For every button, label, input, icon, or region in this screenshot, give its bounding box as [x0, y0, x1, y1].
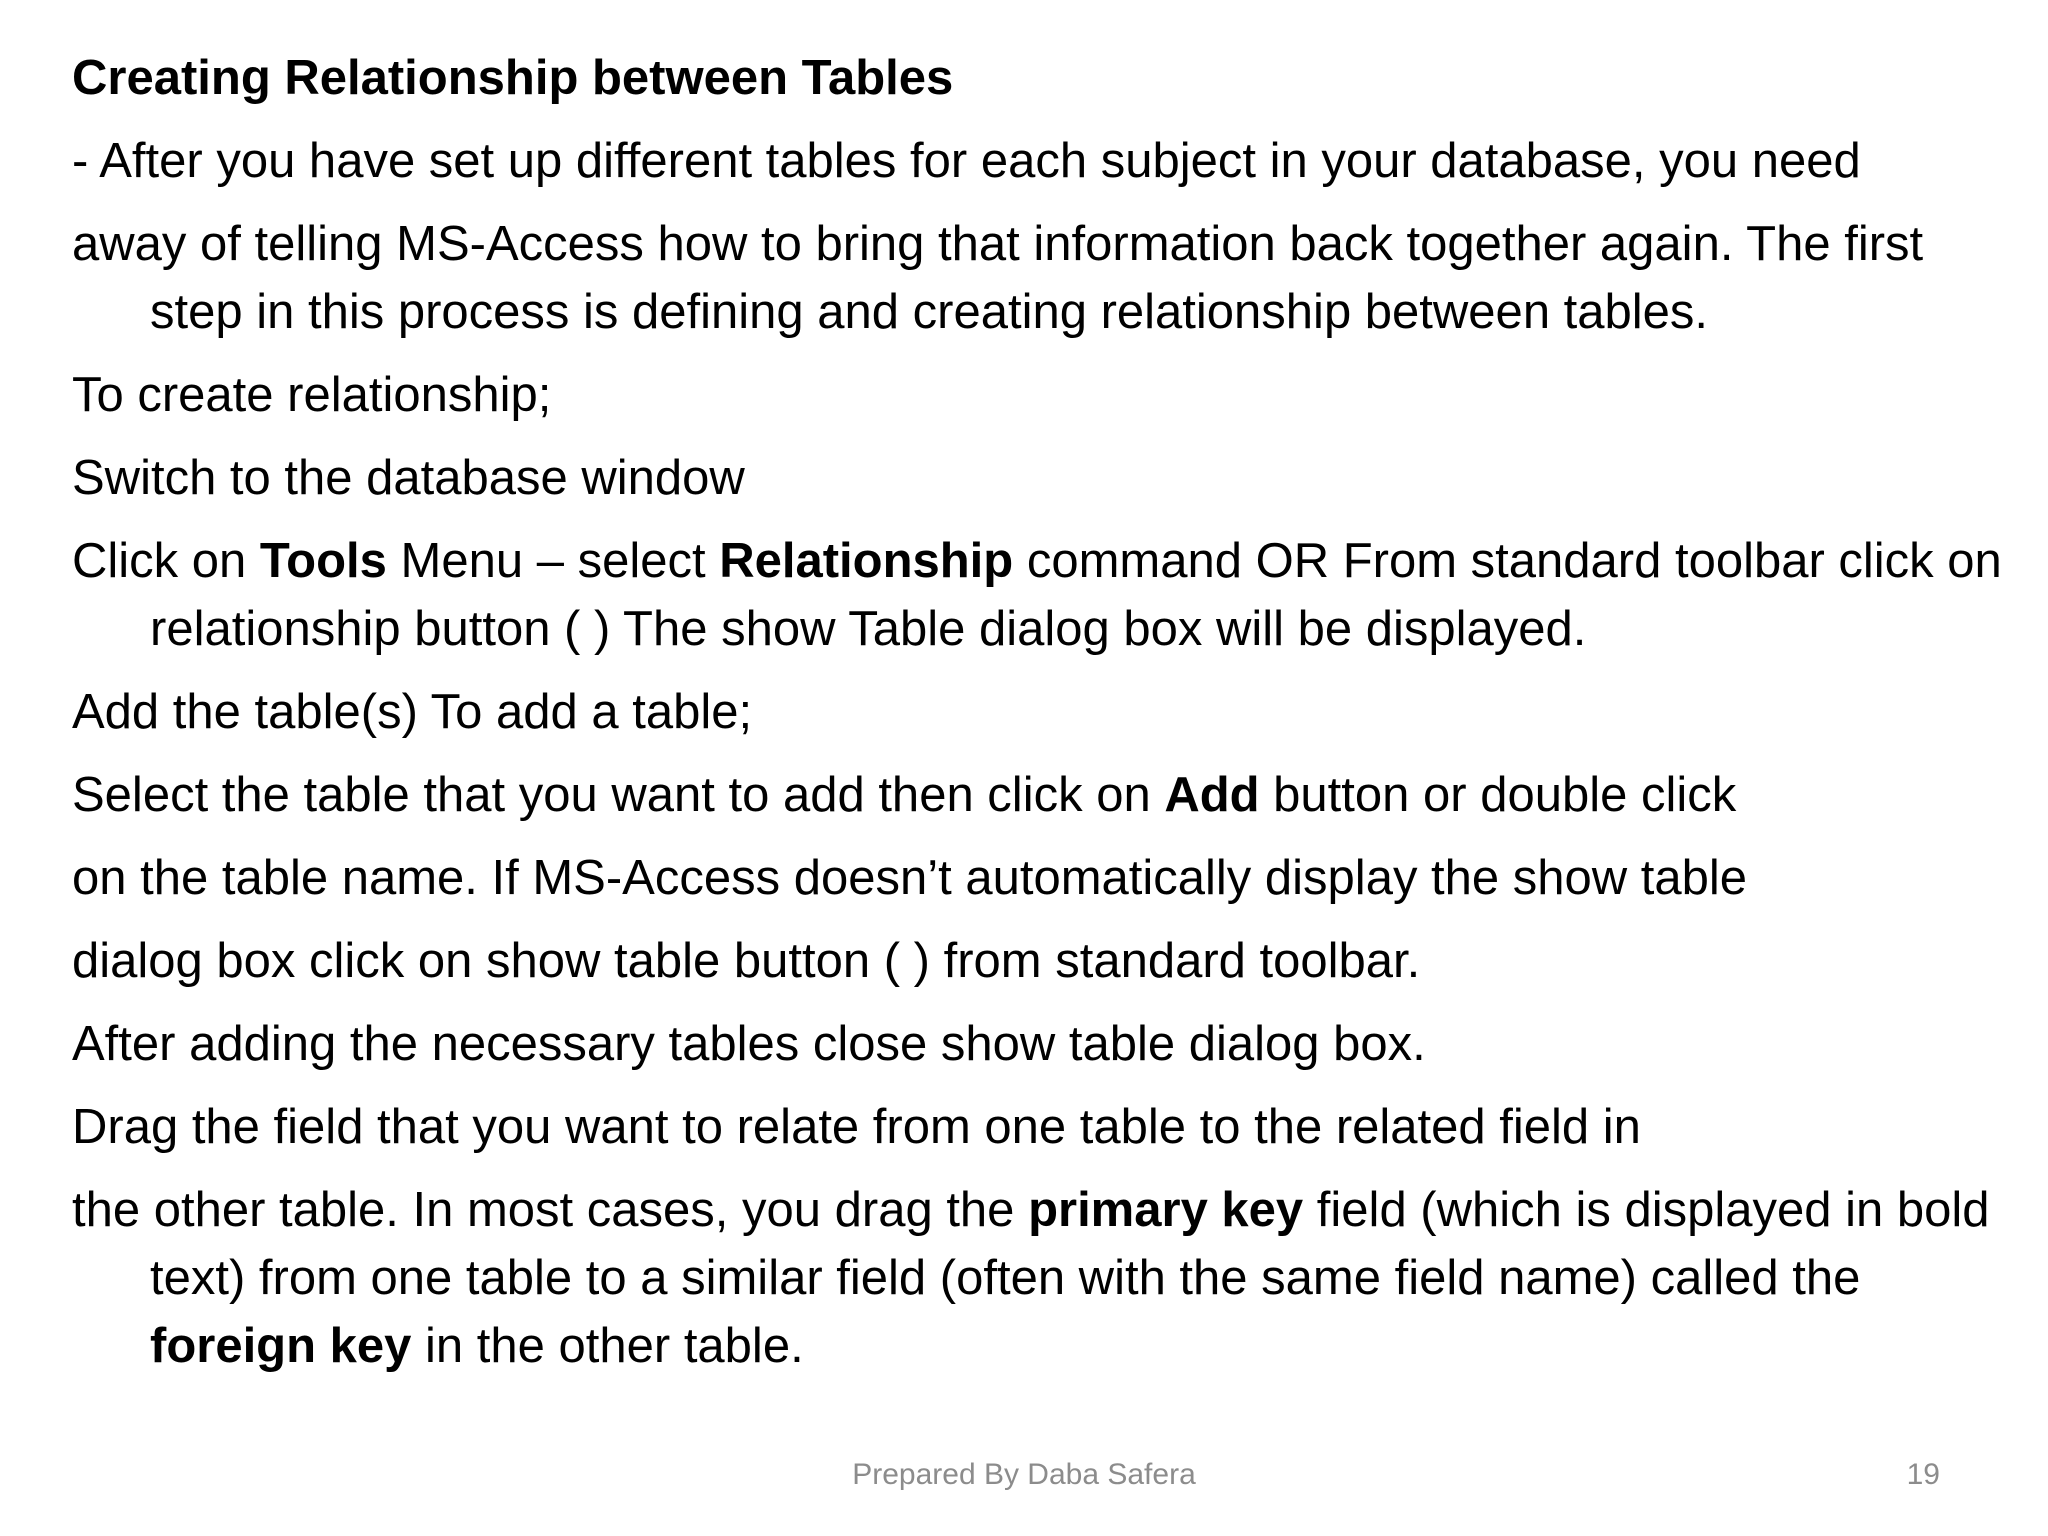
text-run: Click on [72, 534, 260, 588]
paragraph-select-table [72, 761, 2022, 829]
text-run: Select the table that you want to add then click on [72, 768, 1165, 822]
bold-relationship: Relationship [719, 534, 1014, 588]
text-run: button or double click [1259, 768, 1737, 822]
text-run: command OR From standard toolbar click on relationship button ( ) The show Table dialog box will be displayed. [150, 534, 2002, 656]
paragraph-drag-field: Drag the field that you want to relate from one table to the related field in [72, 1100, 1641, 1154]
text-run: Menu – select [386, 534, 720, 588]
text-run: in the other table. [411, 1319, 804, 1373]
text-run: the other table. In most cases, you drag the [72, 1183, 1029, 1237]
footer-page-number: 19 [1906, 1458, 1940, 1491]
footer-author: Prepared By Daba Safera [852, 1458, 1196, 1491]
slide-title: Creating Relationship between Tables [72, 51, 954, 105]
paragraph-create-relationship: To create relationship; [72, 368, 552, 422]
bold-tools: Tools [259, 534, 387, 588]
paragraph-table-name: on the table name. If MS-Access doesn’t automatically display the show table [72, 851, 1748, 905]
paragraph-intro-continued: away of telling MS-Access how to bring that information back together again. The first step in this process is defining and creating relationship between tables. [72, 217, 1924, 339]
bold-foreign-key: foreign key [150, 1319, 412, 1373]
slide-body [72, 44, 2022, 1395]
paragraph-intro: - After you have set up different tables for each subject in your database, you need [72, 134, 1861, 188]
paragraph-add-tables: Add the table(s) To add a table; [72, 685, 753, 739]
bold-add: Add [1164, 768, 1260, 822]
paragraph-show-table-button: dialog box click on show table button ( ) from standard toolbar. [72, 934, 1421, 988]
paragraph-close-dialog: After adding the necessary tables close show table dialog box. [72, 1017, 1426, 1071]
text-run: field (which is displayed in bold text) from one table to a similar field (often with the same field name) called the [150, 1183, 1990, 1305]
paragraph-primary-foreign-key [72, 1176, 2022, 1380]
bold-primary-key: primary key [1028, 1183, 1304, 1237]
paragraph-tools-menu [72, 527, 2022, 663]
paragraph-switch-window: Switch to the database window [72, 451, 745, 505]
